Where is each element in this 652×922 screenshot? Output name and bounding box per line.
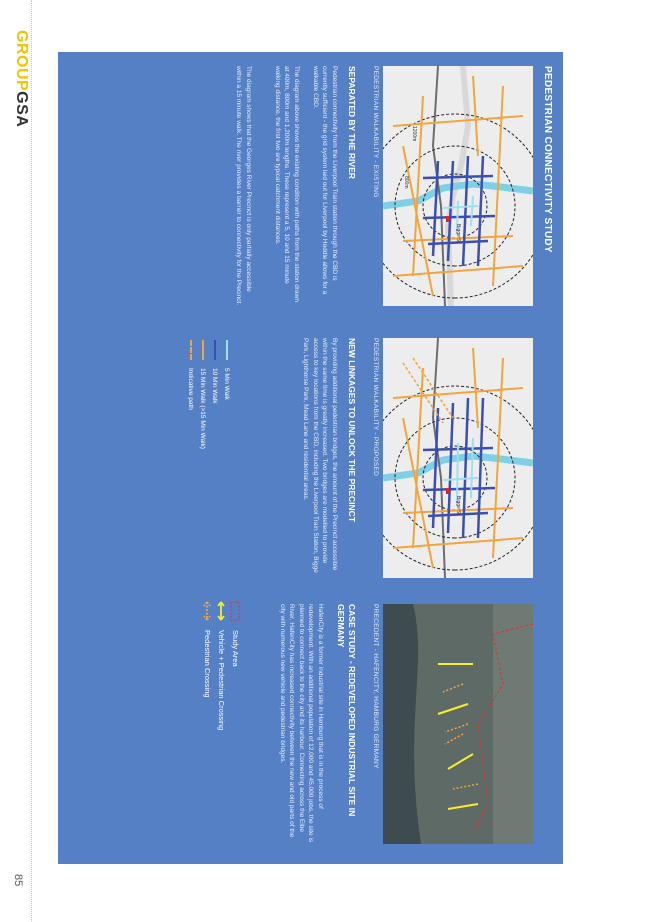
aerial-photo-drawing [383,604,533,844]
paragraph: HafenCity is a former industrial site in Hamburg that is in the process of redevelopment. With an additional population of 12,000 and 45,000 jobs, the site is planned to connect back to the city and its harbour. Connecting across the Elbe River, HafenCity has increased connectivity between the new and old parts of the city with numerous new vehicle and pedestrian bridges. [279,604,324,843]
caption-proposed: PEDESTRIAN WALKABILITY - PROPOSED [372,338,379,477]
legend-item [197,340,209,449]
map-proposed-drawing [383,338,533,578]
legend-item [221,340,233,449]
legend-swatch [202,340,204,360]
legend-symbol [230,600,242,622]
legend-swatch [226,340,228,360]
legend-label: Study Area [231,630,241,667]
legend-item [215,600,229,730]
paragraph: The diagram above shows the existing condition with paths from the station drawn at 400m, 800m and 1,200m lengths. These represent a 5, 10 and 15 minute walking distance, the first two are typical catchment distances. [274,66,300,302]
legend-swatch [214,340,216,360]
precedent-legend [201,600,243,730]
study-area-symbol [229,600,241,622]
legend-item [201,600,215,730]
station-marker [446,216,449,222]
legend-label: Vehicle + Pedestrian Crossing [217,630,227,731]
logo-text [12,30,30,127]
dashed-double-arrow-icon [201,600,213,622]
paragraph: By providing additional pedestrian bridges, the amount of the Precinct accessible within the same time is greatly increased. Two bridges are modelled to provide access to key locations from the CBD, including the Liverpool Train Station, Bigge Park, Lighthorse Park, Mead Lane and residential areas. [302,338,338,573]
legend-label: Pedestrian Crossing [203,630,213,698]
margin-rule [31,0,32,922]
page-number: 85 [12,874,24,887]
legend-item [229,600,243,730]
caption-precedent: PRECEDENT - HAFENCITY, HAMBURG GERMANY [372,604,379,769]
connectivity-panel [58,52,563,864]
group-gsa-logo [8,30,30,128]
paragraph: The diagram shows that the Georges River Precinct is only partially accessible within a 15 minute walk. The river provides a barrier to connectivity for the Precinct. [235,66,252,306]
label-ring-1200: 1200m [411,126,417,142]
legend-label: 15 Min Walk (>15 Min Walk) [199,368,207,449]
aerial-photo-hafencity [383,604,533,844]
legend-swatch [190,340,192,360]
legend-item [185,340,197,449]
caption-existing: PEDESTRIAN WALKABILITY - EXISTING [372,66,379,198]
double-arrow-icon [215,600,227,622]
map-existing-drawing [383,66,533,306]
panel-heading: PEDESTRIAN CONNECTIVITY STUDY [542,66,553,253]
logo-part-2: GSA [13,91,30,128]
title-proposed: NEW LINKAGES TO UNLOCK THE PRECINCT [347,338,357,523]
title-precedent: CASE STUDY - REDEVELOPED INDUSTRIAL SITE IN GERMANY [336,604,357,817]
label-ring-800: 800m [403,176,409,189]
legend-label: 5 Min Walk [223,368,231,400]
legend-symbol [202,600,214,622]
map-existing [383,66,533,306]
paragraph: Pedestrian connectivity from the Liverpool Train station through the CBD is currently sufficient - the grid system laid out for Liverpool by Hoddle allows for a walkable CBD. [312,66,338,295]
logo-part-1: GROUP [13,30,30,92]
walk-legend [185,340,233,449]
label-bigge-st: Bigge St [455,496,461,515]
panel-content [58,52,563,864]
legend-label: 10 Min Walk [211,368,219,404]
label-bigge-st: Bigge St [455,224,461,243]
title-existing: SEPARATED BY THE RIVER [347,66,357,179]
legend-symbol [216,600,228,622]
legend-item [209,340,221,449]
map-proposed [383,338,533,578]
legend-label: Indicative path [187,368,195,410]
